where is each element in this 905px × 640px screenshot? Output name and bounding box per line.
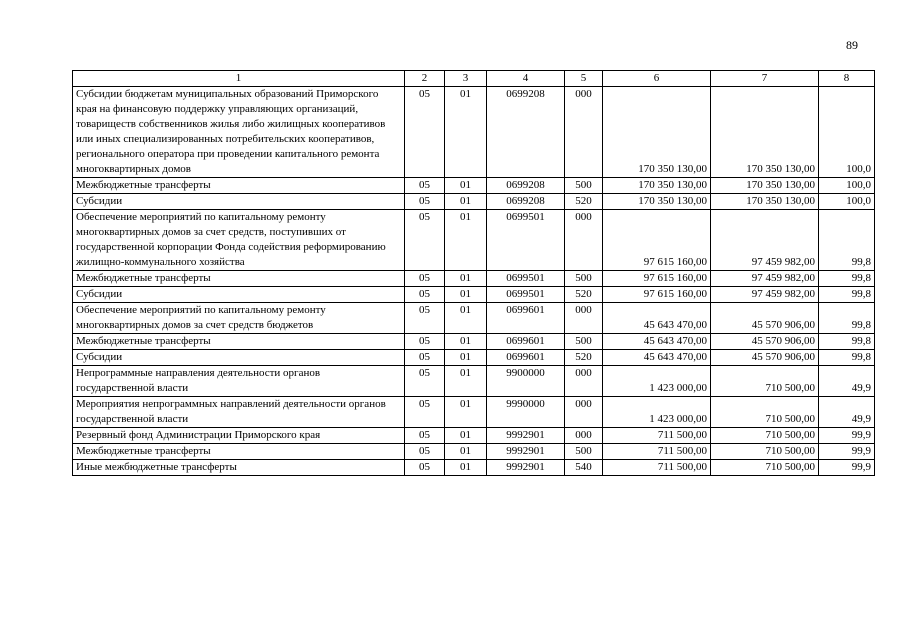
row-amount-executed: 97 459 982,00 (711, 210, 819, 271)
column-header: 1 (73, 71, 405, 87)
row-amount-planned: 170 350 130,00 (603, 87, 711, 178)
column-header: 3 (445, 71, 487, 87)
row-percent: 49,9 (819, 397, 875, 428)
row-amount-planned: 97 615 160,00 (603, 287, 711, 303)
table-row (73, 397, 875, 428)
row-amount-planned: 45 643 470,00 (603, 350, 711, 366)
row-amount-executed: 710 500,00 (711, 444, 819, 460)
column-header: 5 (565, 71, 603, 87)
row-name: Мероприятия непрограммных направлений деятельности органов государственной власти (73, 397, 405, 428)
row-code-expense-type: 540 (565, 460, 603, 476)
row-code-subsection: 01 (445, 350, 487, 366)
row-name: Обеспечение мероприятий по капитальному ремонту многоквартирных домов за счет средств бюджетов (73, 303, 405, 334)
row-amount-planned: 1 423 000,00 (603, 366, 711, 397)
row-code-subsection: 01 (445, 271, 487, 287)
column-header-row (73, 71, 875, 87)
row-name: Субсидии (73, 350, 405, 366)
row-code-target: 0699601 (487, 303, 565, 334)
row-code-section: 05 (405, 397, 445, 428)
row-code-section: 05 (405, 287, 445, 303)
row-name: Межбюджетные трансферты (73, 334, 405, 350)
column-header: 4 (487, 71, 565, 87)
row-code-expense-type: 500 (565, 444, 603, 460)
row-code-expense-type: 520 (565, 194, 603, 210)
row-percent: 99,8 (819, 287, 875, 303)
row-code-subsection: 01 (445, 178, 487, 194)
row-amount-planned: 45 643 470,00 (603, 334, 711, 350)
row-amount-planned: 711 500,00 (603, 428, 711, 444)
row-code-section: 05 (405, 366, 445, 397)
row-amount-executed: 45 570 906,00 (711, 350, 819, 366)
row-code-section: 05 (405, 303, 445, 334)
row-code-subsection: 01 (445, 460, 487, 476)
table-row (73, 210, 875, 271)
table-row (73, 287, 875, 303)
column-header: 2 (405, 71, 445, 87)
table-body (73, 71, 875, 476)
row-code-target: 0699501 (487, 287, 565, 303)
row-code-section: 05 (405, 444, 445, 460)
row-code-target: 0699601 (487, 350, 565, 366)
table-row (73, 334, 875, 350)
row-code-subsection: 01 (445, 303, 487, 334)
row-percent: 99,8 (819, 210, 875, 271)
row-code-target: 9992901 (487, 444, 565, 460)
row-amount-executed: 170 350 130,00 (711, 87, 819, 178)
row-code-section: 05 (405, 178, 445, 194)
row-amount-executed: 45 570 906,00 (711, 334, 819, 350)
table-row (73, 444, 875, 460)
row-amount-executed: 97 459 982,00 (711, 287, 819, 303)
row-name: Непрограммные направления деятельности органов государственной власти (73, 366, 405, 397)
table-row (73, 178, 875, 194)
row-name: Субсидии (73, 287, 405, 303)
row-amount-executed: 710 500,00 (711, 366, 819, 397)
row-name: Субсидии бюджетам муниципальных образований Приморского края на финансовую поддержку управляющих организаций, товариществ собственников жилья либо жилищных кооперативов или иных специализированных потребительских кооперативов, регионального оператора при проведении капитального ремонта многоквартирных домов (73, 87, 405, 178)
row-percent: 100,0 (819, 194, 875, 210)
row-amount-executed: 45 570 906,00 (711, 303, 819, 334)
row-amount-planned: 170 350 130,00 (603, 194, 711, 210)
row-code-section: 05 (405, 271, 445, 287)
row-code-expense-type: 000 (565, 303, 603, 334)
row-name: Межбюджетные трансферты (73, 271, 405, 287)
row-amount-planned: 45 643 470,00 (603, 303, 711, 334)
page-number: 89 (846, 38, 858, 52)
table-row (73, 194, 875, 210)
row-name: Резервный фонд Администрации Приморского края (73, 428, 405, 444)
table-row (73, 428, 875, 444)
row-percent: 99,9 (819, 460, 875, 476)
row-code-section: 05 (405, 350, 445, 366)
table-row (73, 350, 875, 366)
row-code-expense-type: 500 (565, 178, 603, 194)
row-code-expense-type: 520 (565, 350, 603, 366)
row-code-expense-type: 000 (565, 366, 603, 397)
row-code-target: 0699208 (487, 194, 565, 210)
row-code-expense-type: 500 (565, 334, 603, 350)
row-percent: 99,8 (819, 334, 875, 350)
row-amount-planned: 170 350 130,00 (603, 178, 711, 194)
row-code-target: 9992901 (487, 428, 565, 444)
row-amount-planned: 97 615 160,00 (603, 210, 711, 271)
row-code-section: 05 (405, 460, 445, 476)
row-code-expense-type: 000 (565, 428, 603, 444)
column-header: 6 (603, 71, 711, 87)
row-percent: 100,0 (819, 87, 875, 178)
column-header: 8 (819, 71, 875, 87)
row-amount-executed: 710 500,00 (711, 428, 819, 444)
row-code-expense-type: 520 (565, 287, 603, 303)
row-code-subsection: 01 (445, 287, 487, 303)
column-header: 7 (711, 71, 819, 87)
row-code-subsection: 01 (445, 334, 487, 350)
row-amount-planned: 1 423 000,00 (603, 397, 711, 428)
row-code-subsection: 01 (445, 87, 487, 178)
table-row (73, 460, 875, 476)
row-percent: 99,9 (819, 444, 875, 460)
row-code-target: 0699501 (487, 271, 565, 287)
budget-table (72, 70, 875, 476)
row-code-expense-type: 000 (565, 397, 603, 428)
row-code-expense-type: 000 (565, 210, 603, 271)
row-code-target: 0699208 (487, 178, 565, 194)
row-amount-executed: 710 500,00 (711, 397, 819, 428)
row-code-section: 05 (405, 194, 445, 210)
row-amount-executed: 170 350 130,00 (711, 178, 819, 194)
row-percent: 100,0 (819, 178, 875, 194)
row-code-target: 0699208 (487, 87, 565, 178)
row-amount-executed: 97 459 982,00 (711, 271, 819, 287)
row-percent: 99,8 (819, 271, 875, 287)
row-name: Иные межбюджетные трансферты (73, 460, 405, 476)
row-code-subsection: 01 (445, 397, 487, 428)
row-amount-planned: 97 615 160,00 (603, 271, 711, 287)
row-code-section: 05 (405, 87, 445, 178)
row-code-target: 9992901 (487, 460, 565, 476)
row-code-subsection: 01 (445, 444, 487, 460)
row-code-target: 9990000 (487, 397, 565, 428)
row-percent: 99,8 (819, 303, 875, 334)
row-code-section: 05 (405, 334, 445, 350)
row-code-section: 05 (405, 210, 445, 271)
row-name: Межбюджетные трансферты (73, 444, 405, 460)
row-name: Межбюджетные трансферты (73, 178, 405, 194)
row-percent: 99,8 (819, 350, 875, 366)
row-code-subsection: 01 (445, 210, 487, 271)
row-amount-executed: 170 350 130,00 (711, 194, 819, 210)
row-amount-executed: 710 500,00 (711, 460, 819, 476)
table-row (73, 303, 875, 334)
row-percent: 99,9 (819, 428, 875, 444)
row-name: Обеспечение мероприятий по капитальному ремонту многоквартирных домов за счет средств, поступивших от государственной корпорации Фонда содействия реформированию жилищно-коммунального хозяйства (73, 210, 405, 271)
row-amount-planned: 711 500,00 (603, 444, 711, 460)
row-code-expense-type: 000 (565, 87, 603, 178)
row-code-target: 9900000 (487, 366, 565, 397)
row-code-expense-type: 500 (565, 271, 603, 287)
table-row (73, 271, 875, 287)
row-code-section: 05 (405, 428, 445, 444)
row-name: Субсидии (73, 194, 405, 210)
table-row (73, 87, 875, 178)
row-amount-planned: 711 500,00 (603, 460, 711, 476)
row-code-subsection: 01 (445, 366, 487, 397)
row-code-target: 0699601 (487, 334, 565, 350)
row-code-subsection: 01 (445, 194, 487, 210)
row-code-subsection: 01 (445, 428, 487, 444)
row-code-target: 0699501 (487, 210, 565, 271)
table-row (73, 366, 875, 397)
row-percent: 49,9 (819, 366, 875, 397)
